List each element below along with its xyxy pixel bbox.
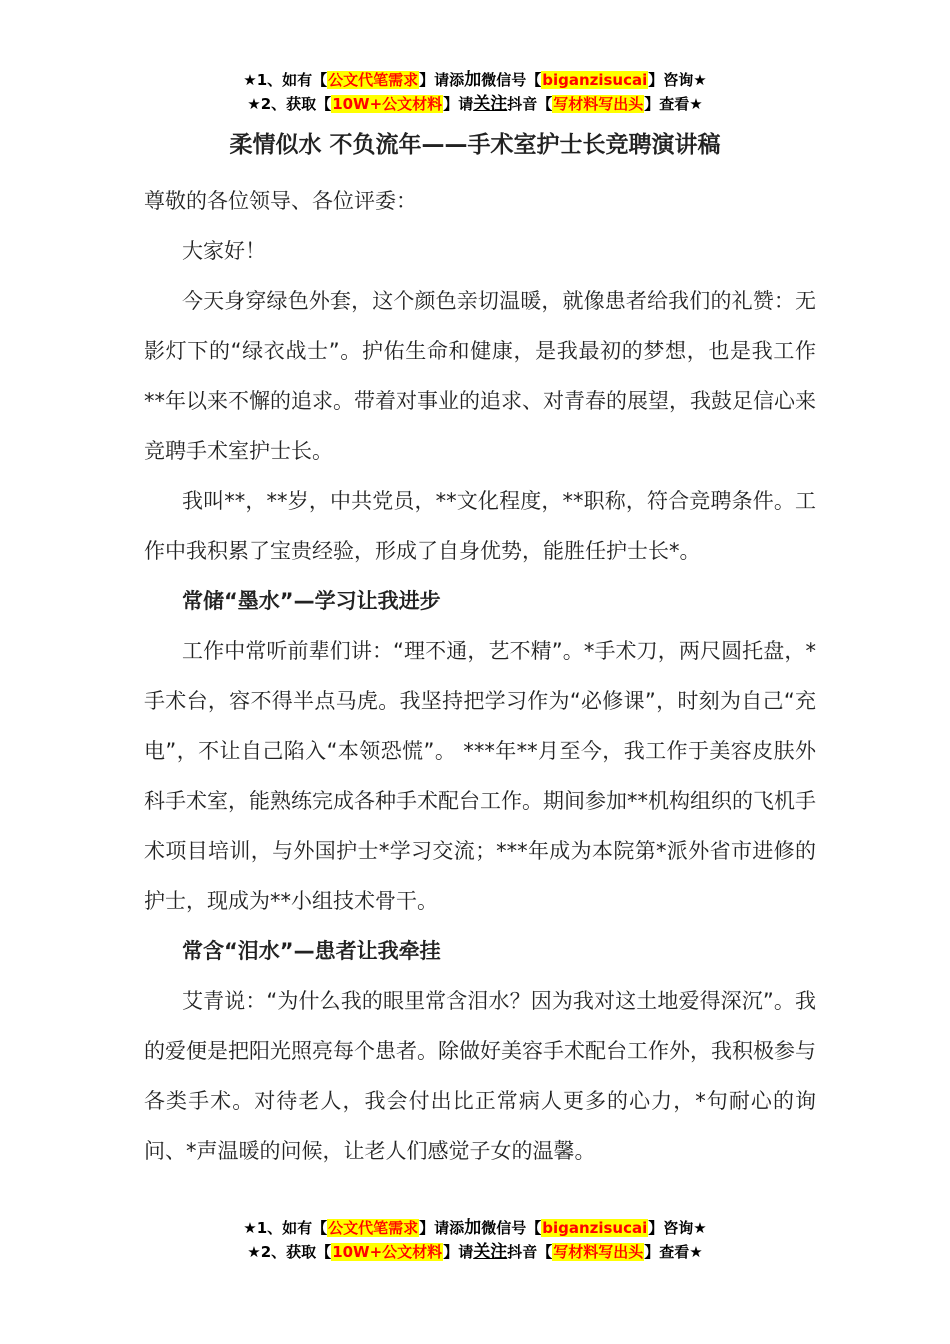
banner-line-2 [0, 92, 950, 116]
banner-text: ★1、如有【 [243, 1219, 328, 1237]
banner-text: 微信号【 [481, 71, 542, 89]
section-heading: 常含“泪水”—患者让我牵挂 [182, 939, 441, 963]
footer-banner [0, 1216, 950, 1264]
paragraph: 我叫**，**岁，中共党员，**文化程度，**职称，符合竞聘条件。工作中我积累了宝贵经验，形成了自身优势，能胜任护士长*。 [144, 489, 816, 563]
banner-text: ★2、获取【 [247, 95, 332, 113]
banner-line-1 [0, 1216, 950, 1240]
paragraph: 工作中常听前辈们讲：“理不通，艺不精”。*手术刀，两尺圆托盘，*手术台，容不得半点马虎。我坚持把学习作为“必修课”，时刻为自己“充电”，不让自己陷入“本领恐慌”。 ***年**月至今，我工作于美容皮肤外科手术室，能熟练完成各种手术配台工作。期间参加**机构组织的飞机手术项目培训，与外国护士*学习交流；***年成为本院第*派外省市进修的护士，现成为**小组技术骨干。 [144, 639, 816, 913]
banner-text: 抖音【 [507, 1243, 553, 1261]
banner-highlight: biganzisucai [542, 71, 648, 89]
banner-text: 】查看★ [644, 95, 703, 113]
paragraph: 艾青说：“为什么我的眼里常含泪水？因为我对这土地爱得深沉”。我的爱便是把阳光照亮每个患者。除做好美容手术配台工作外，我积极参与各类手术。对待老人，我会付出比正常病人更多的心力，*句耐心的询问、*声温暖的问候，让老人们感觉子女的温馨。 [144, 989, 816, 1163]
banner-highlight: biganzisucai [542, 1219, 648, 1237]
banner-text: 】请 [443, 95, 474, 113]
banner-highlight: 公文代笔需求 [328, 1219, 419, 1237]
salutation: 尊敬的各位领导、各位评委： [144, 189, 417, 213]
banner-text: 】咨询★ [648, 1219, 707, 1237]
banner-text: 】咨询★ [648, 71, 707, 89]
banner-text: 抖音【 [507, 95, 553, 113]
section-heading: 常储“墨水”—学习让我进步 [182, 589, 441, 613]
banner-text: ★1、如有【 [243, 71, 328, 89]
document-body [144, 176, 816, 1176]
banner-text: 微信号【 [481, 1219, 542, 1237]
paragraph: 今天身穿绿色外套，这个颜色亲切温暖，就像患者给我们的礼赞：无影灯下的“绿衣战士”。护佑生命和健康，是我最初的梦想，也是我工作**年以来不懈的追求。带着对事业的追求、对青春的展望，我鼓足信心来竞聘手术室护士长。 [144, 289, 816, 463]
banner-text: 关注 [473, 94, 508, 114]
banner-line-2 [0, 1240, 950, 1264]
document-title: 柔情似水 不负流年——手术室护士长竞聘演讲稿 [229, 132, 721, 158]
banner-highlight: 10W+公文材料 [332, 95, 443, 113]
greeting: 大家好！ [182, 239, 266, 263]
banner-text: 】请添 [419, 71, 465, 89]
banner-line-1 [0, 68, 950, 92]
banner-text: ★2、获取【 [247, 1243, 332, 1261]
banner-text: 】请添 [419, 1219, 465, 1237]
header-banner [0, 68, 950, 116]
banner-text: 关注 [473, 1242, 508, 1262]
banner-highlight: 10W+公文材料 [332, 1243, 443, 1261]
banner-highlight: 写材料写出头 [553, 95, 644, 113]
banner-highlight: 写材料写出头 [553, 1243, 644, 1261]
banner-highlight: 公文代笔需求 [328, 71, 419, 89]
banner-text: 】请 [443, 1243, 474, 1261]
banner-text: 】查看★ [644, 1243, 703, 1261]
banner-text: 加 [464, 1218, 482, 1238]
banner-text: 加 [464, 70, 482, 90]
